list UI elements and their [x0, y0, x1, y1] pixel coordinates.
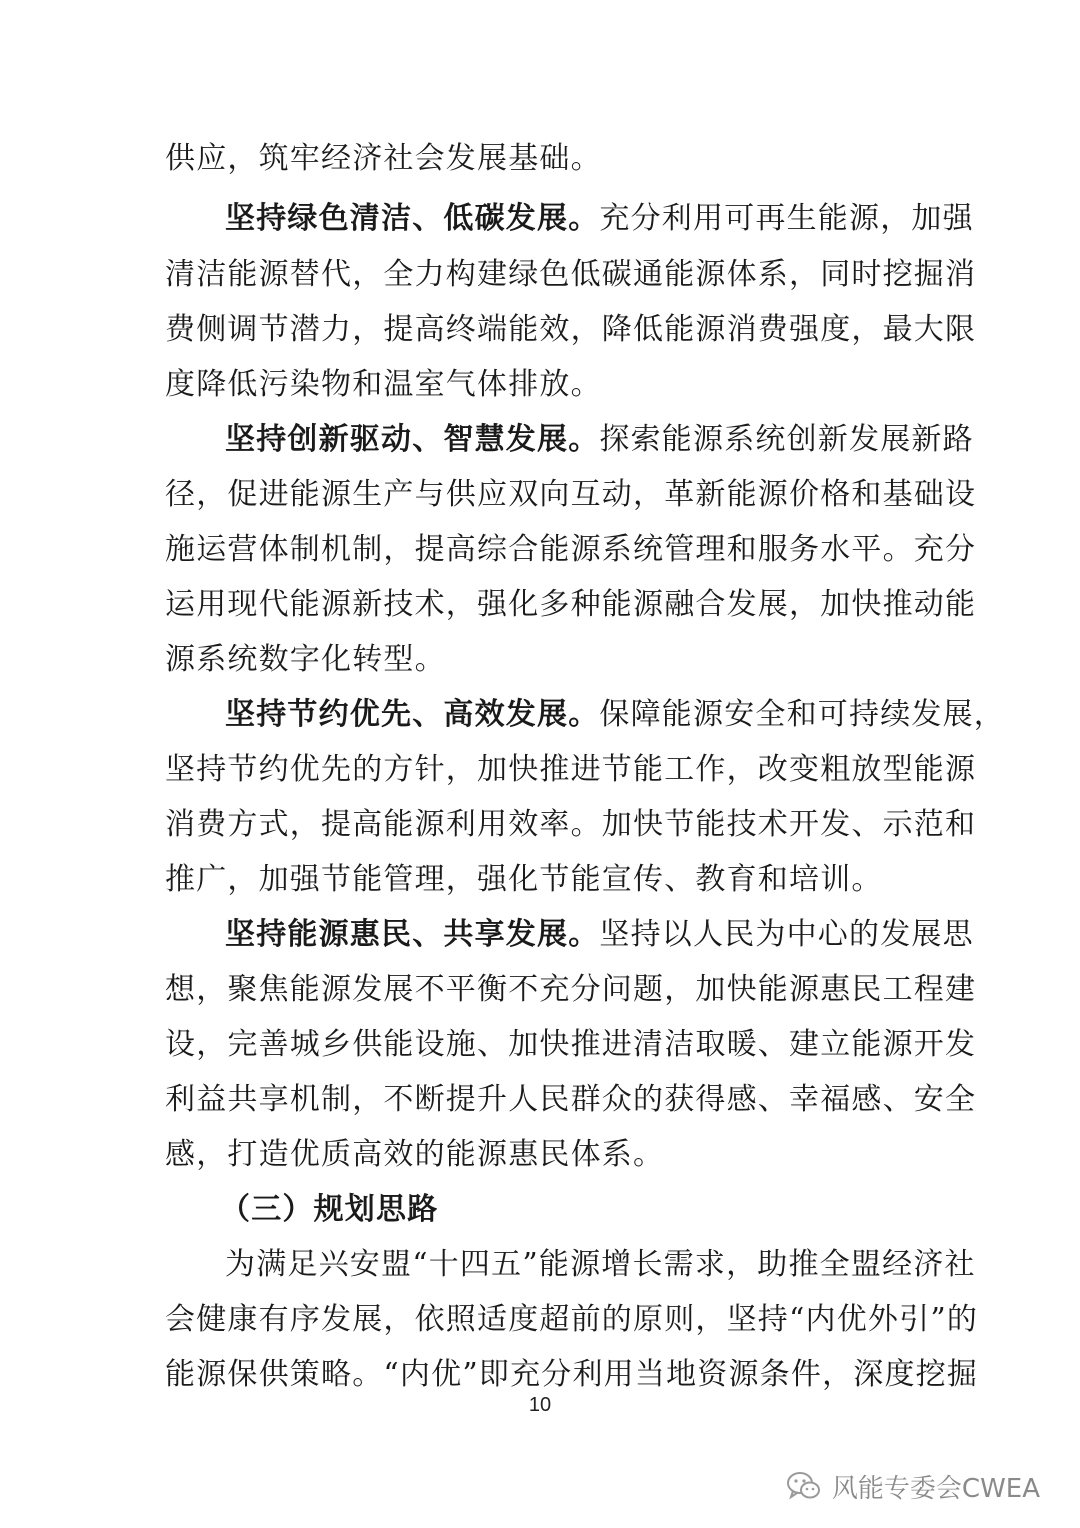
text-line-8: 施运营体制机制，提高综合能源系统管理和服务水平。充分	[165, 532, 977, 567]
wechat-icon	[784, 1466, 824, 1506]
paragraph-lead-saving	[225, 696, 1006, 734]
page-number: 10	[528, 1394, 552, 1416]
text-line-10: 源系统数字化转型。	[165, 642, 446, 677]
lead-text: 保障能源安全和可持续发展，	[599, 697, 1006, 732]
text-line-5: 度降低污染物和温室气体排放。	[165, 367, 602, 402]
text-line-13: 消费方式，提高能源利用效率。加快节能技术开发、示范和	[165, 807, 977, 842]
text-line-7: 径，促进能源生产与供应双向互动，革新能源价格和基础设	[165, 477, 977, 512]
text-line-16: 想，聚焦能源发展不平衡不充分问题，加快能源惠民工程建	[165, 972, 977, 1007]
paragraph-lead-green	[225, 200, 974, 238]
text-line-12: 坚持节约优先的方针，加快推进节能工作，改变粗放型能源	[165, 752, 977, 787]
text-line-23: 能源保供策略。“内优”即充分利用当地资源条件，深度挖掘	[165, 1357, 979, 1392]
paragraph-lead-innovation	[225, 421, 974, 459]
text-line-14: 推广，加强节能管理，强化节能宣传、教育和培训。	[165, 862, 883, 897]
watermark	[784, 1466, 1040, 1506]
paragraph-lead-sharing	[225, 916, 974, 954]
text-line-3: 清洁能源替代，全力构建绿色低碳通能源体系，同时挖掘消	[165, 257, 977, 292]
lead-heading: 坚持节约优先、高效发展。	[225, 697, 600, 732]
text-line-19: 感，打造优质高效的能源惠民体系。	[165, 1137, 665, 1172]
section-heading: （三）规划思路	[220, 1192, 439, 1227]
text-line-22: 会健康有序发展，依照适度超前的原则，坚持“内优外引”的	[165, 1302, 979, 1337]
lead-heading: 坚持能源惠民、共享发展。	[225, 917, 600, 952]
lead-heading: 坚持绿色清洁、低碳发展。	[225, 201, 600, 236]
text-line-18: 利益共享机制，不断提升人民群众的获得感、幸福感、安全	[165, 1082, 977, 1117]
watermark-text: 风能专委会CWEA	[831, 1473, 1040, 1504]
lead-text: 坚持以人民为中心的发展思	[599, 917, 974, 952]
text-line-9: 运用现代能源新技术，强化多种能源融合发展，加快推动能	[165, 587, 977, 622]
lead-text: 充分利用可再生能源，加强	[599, 201, 974, 236]
text-line-21: 为满足兴安盟“十四五”能源增长需求，助推全盟经济社	[225, 1247, 976, 1282]
text-line-17: 设，完善城乡供能设施、加快推进清洁取暖、建立能源开发	[165, 1027, 977, 1062]
text-line-1: 供应，筑牢经济社会发展基础。	[165, 141, 602, 176]
lead-heading: 坚持创新驱动、智慧发展。	[225, 422, 600, 457]
lead-text: 探索能源系统创新发展新路	[599, 422, 974, 457]
text-line-4: 费侧调节潜力，提高终端能效，降低能源消费强度，最大限	[165, 312, 977, 347]
